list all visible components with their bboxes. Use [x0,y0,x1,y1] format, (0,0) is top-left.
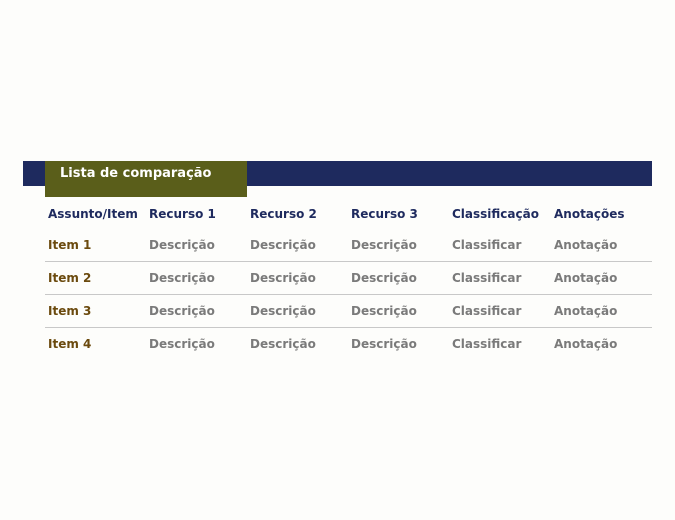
comparison-table [45,198,652,360]
feature-1-cell: Descrição [149,238,215,252]
table-row [45,262,652,295]
feature-2-cell: Descrição [247,295,348,328]
item-name-cell: Item 3 [45,295,146,328]
item-name-cell: Item 2 [45,262,146,295]
table-row [45,229,652,262]
item-name-cell: Item 4 [45,328,146,361]
notes-cell: Anotação [551,262,652,295]
rating-cell: Classificar [452,238,522,252]
page-title: Lista de comparação [60,166,212,181]
feature-1-cell: Descrição [146,262,247,295]
rating-cell: Classificar [449,295,551,328]
notes-cell: Anotação [551,328,652,361]
header-notes: Anotações [554,206,625,221]
feature-2-cell: Descrição [250,238,316,252]
header-feature-2: Recurso 2 [250,206,317,221]
header-rating: Classificação [452,206,539,221]
title-box [45,161,247,197]
feature-1-cell: Descrição [146,295,247,328]
feature-3-cell: Descrição [348,262,449,295]
feature-3-cell: Descrição [351,238,417,252]
feature-2-cell: Descrição [247,262,348,295]
table-row [45,328,652,361]
feature-1-cell: Descrição [146,328,247,361]
feature-3-cell: Descrição [348,295,449,328]
header-feature-3: Recurso 3 [351,206,418,221]
header-feature-1: Recurso 1 [149,206,216,221]
table-header-row [45,198,652,229]
rating-cell: Classificar [449,328,551,361]
feature-3-cell: Descrição [348,328,449,361]
header-subject: Assunto/Item [48,206,138,221]
table-row [45,295,652,328]
rating-cell: Classificar [449,262,551,295]
notes-cell: Anotação [554,238,618,252]
notes-cell: Anotação [551,295,652,328]
feature-2-cell: Descrição [247,328,348,361]
item-name-cell: Item 1 [48,238,92,252]
